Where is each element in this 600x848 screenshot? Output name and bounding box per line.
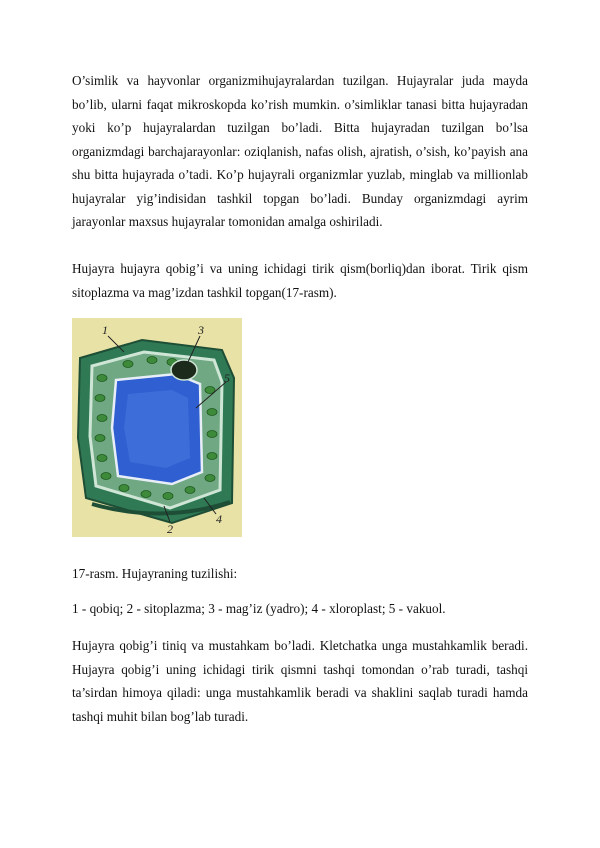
nucleus xyxy=(171,360,197,380)
figure-label-4: 4 xyxy=(216,512,222,526)
paragraph-cell-structure: Hujayra hujayra qobig’i va uning ichidagi tirik qism(borliq)dan iborat. Tirik qism sitoplazma va mag’izdan tashkil topgan(17-rasm). xyxy=(72,261,528,300)
figure-label-3: 3 xyxy=(198,323,204,337)
paragraph-cell-wall: Hujayra qobig’i tiniq va mustahkam bo’ladi. Kletchatka unga mustahkamlik beradi. Hujayra qobig’i uning ichidagi tirik qismni tashqi tomondan o’rab turadi, tashqi ta’sirdan himoya qiladi: unga mustahkamlik beradi va shaklini saqlab turadi hamda tashqi muhit bilan bog’lab turadi. xyxy=(72,638,528,724)
figure-legend: 1 - qobiq; 2 - sitoplazma; 3 - mag’iz (yadro); 4 - xloroplast; 5 - vakuol. xyxy=(72,601,446,616)
figure-label-1: 1 xyxy=(102,323,108,337)
paragraph-intro: O’simlik va hayvonlar organizmihujayralardan tuzilgan. Hujayralar juda mayda bo’lib, ularni faqat mikroskopda ko’rish mumkin. o’simliklar tanasi bitta hujayradan yoki ko’p hujayralardan tuzilgan bo’ladi. Bitta hujayradan tuzilgan bo’lsa organizmdagi barchajarayonlar: oziqlanish, nafas olish, ajratish, o’sish, ko’payish ana shu bitta hujayrada o’tadi. Ko’p hujayrali organizmlar yuzlab, minglab va millionlab hujayralar yig’indisidan tashkil topgan bo’ladi. Bunday organizmdagi ayrim jarayonlar maxsus hujayralar tomonidan amalga oshiriladi. xyxy=(72,73,528,229)
figure-label-2: 2 xyxy=(167,522,173,536)
cell-figure xyxy=(72,318,242,537)
plant-cell-illustration xyxy=(72,318,242,537)
figure-label-5: 5 xyxy=(224,371,230,385)
figure-caption: 17-rasm. Hujayraning tuzilishi: xyxy=(72,566,238,581)
